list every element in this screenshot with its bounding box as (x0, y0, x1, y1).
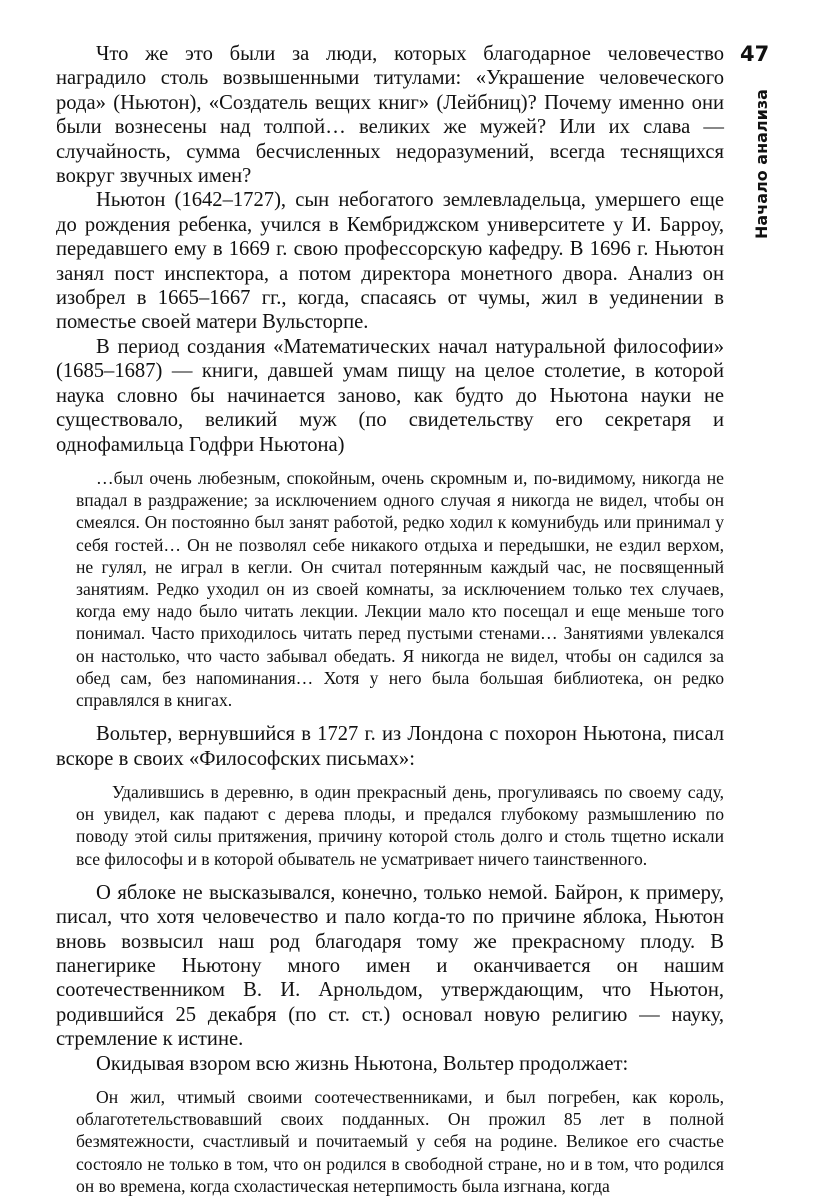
block-quote-2: Удалившись в деревню, в один прекрасный день, прогуливаясь по своему саду, он увидел, как падают с дерева плоды, и предался глубокому размышлению по поводу этой силы притяжения, причину которой столь долго и столь тщетно искали все философы и в которой обыватель не усматривает ничего таинственного. (76, 781, 724, 869)
running-head: Начало анализа (752, 89, 771, 239)
paragraph-5: О яблоке не высказывался, конечно, только немой. Байрон, к примеру, писал, что хотя человечество и пало когда-то по причине яблока, Ньютон вновь возвысил наш род благодаря тому же прекрасному плоду. В панегирике Ньютону много имен и оканчивается он нашим соотечественником В. И. Арнольдом, утверждающим, что Ньютон, родившийся 25 декабря (по ст. ст.) основал новую религию — науку, стремление к истине. (56, 881, 724, 1051)
block-quote-3: Он жил, чтимый своими соотечественниками, и был погребен, как король, облаготетельствовавший своих подданных. Он прожил 85 лет в полной безмятежности, счастливый и почитаемый у себя на родине. Великое его счастье состояло не только в том, что он родился в свободной стране, но и в том, что родился он во времена, когда схоластическая нетерпимость была изгнана, когда (76, 1087, 724, 1196)
page-body (56, 42, 724, 1197)
block-quote-1: …был очень любезным, спокойным, очень скромным и, по-видимому, никогда не впадал в раздражение; за исключением одного случая я никогда не видел, чтобы он смеялся. Он постоянно был занят работой, редко ходил к комунибудь или принимал у себя гостей… Он не позволял себе никакого отдыха и передышки, не ездил верхом, не гулял, не играл в кегли. Он считал потерянным каждый час, не посвященный занятиям. Редко уходил он из своей комнаты, за исключением только тех случаев, когда ему надо было читать лекции. Лекции мало кто посещал и еще меньше того понимал. Часто приходилось читать перед пустыми стенами… Занятиями увлекался он настолько, что часто забывал обедать. Я никогда не видел, чтобы он садился за обед сам, без напоминания… Хотя у него была большая библиотека, он редко справлялся в книгах. (76, 467, 724, 710)
paragraph-2: Ньютон (1642–1727), сын небогатого землевладельца, умершего еще до рождения ребенка, учился в Кембриджском университете у И. Барроу, передавшего ему в 1669 г. свою профессорскую кафедру. В 1696 г. Ньютон занял пост инспектора, а потом директора монетного двора. Анализ он изобрел в 1665–1667 гг., когда, спасаясь от чумы, жил в уединении в поместье своей матери Вульсторпе. (56, 189, 724, 334)
paragraph-4: Вольтер, вернувшийся в 1727 г. из Лондона с похорон Ньютона, писал вскоре в своих «Философских письмах»: (56, 723, 724, 770)
paragraph-6: Окидывая взором всю жизнь Ньютона, Вольтер продолжает: (96, 1052, 629, 1075)
page-number: 47 (740, 42, 770, 66)
paragraph-1: Что же это были за люди, которых благодарное человечество наградило столь возвышенными титулами: «Украшение человеческого рода» (Ньютон), «Создатель вещих книг» (Лейбниц)? Почему именно они были вознесены над толпой… великих же мужей? Или их слава — случайность, сумма бесчисленных недоразумений, всегда теснящихся вокруг звучных имен? (56, 43, 724, 188)
paragraph-3: В период создания «Математических начал натуральной философии» (1685–1687) — книги, давшей умам пищу на целое столетие, в которой наука словно бы начинается заново, как будто до Ньютона науки не существовало, великий муж (по свидетельству его секретаря и однофамильца Годфри Ньютона) (56, 335, 724, 456)
